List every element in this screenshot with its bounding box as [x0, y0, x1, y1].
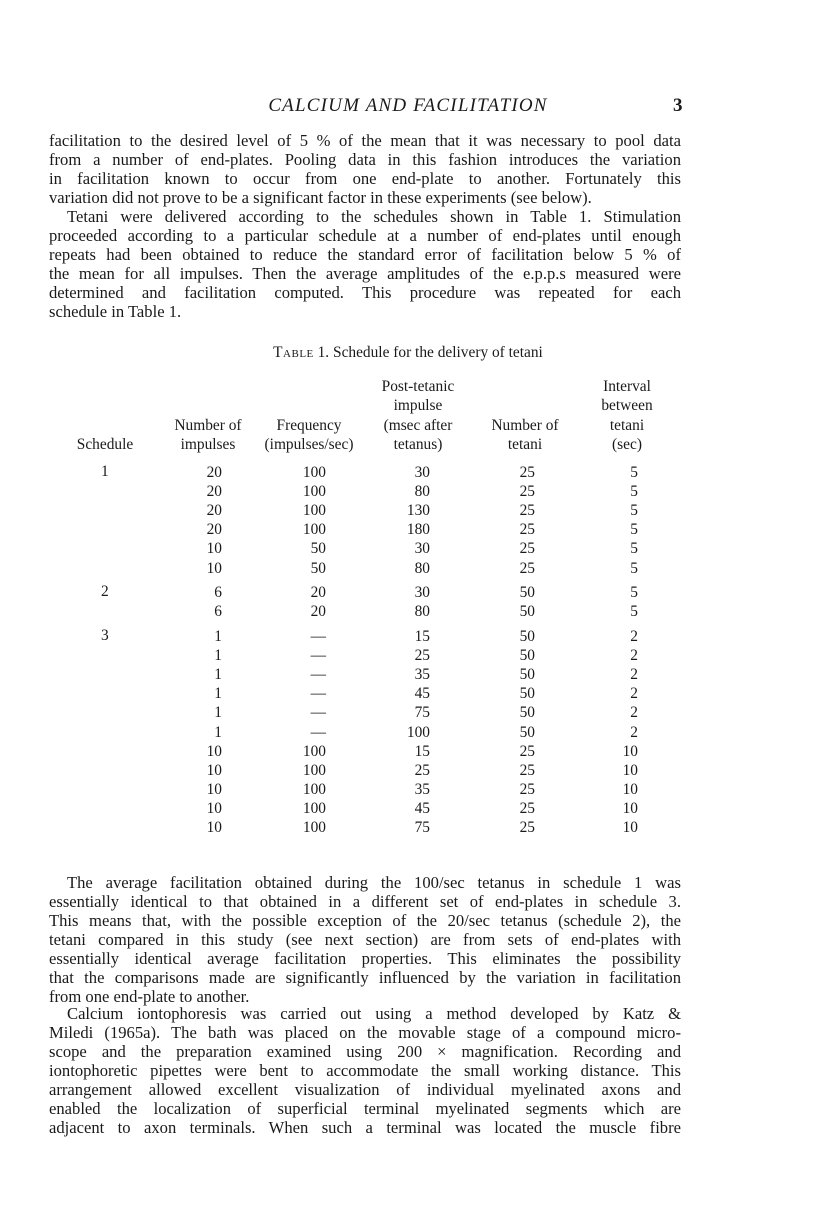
text-line: enabled the localization of superficial terminal myelinated segments which are	[49, 1099, 681, 1118]
cell-tetani: 25	[519, 819, 535, 836]
cell-frequency: 100	[302, 521, 326, 539]
header-interval: between	[601, 397, 653, 415]
cell-post-tetanic: 25	[414, 761, 430, 779]
schedule-number: 1	[101, 463, 109, 480]
text-line: The average facilitation obtained during the 100/sec tetanus in schedule 1 was	[67, 873, 681, 892]
schedule-number: 2	[101, 583, 109, 600]
cell-frequency: —	[310, 723, 326, 741]
cell-post-tetanic: 15	[414, 742, 430, 760]
text-line: from one end-plate to another.	[49, 987, 250, 1006]
cell-tetani: 25	[519, 559, 535, 577]
cell-frequency: —	[310, 704, 326, 722]
text-line: schedule in Table 1.	[49, 302, 182, 321]
text-line: adjacent to axon terminals. When such a terminal was located the muscle fibre	[49, 1118, 681, 1137]
cell-tetani: 50	[519, 603, 535, 621]
cell-impulses: 1	[214, 628, 222, 645]
cell-interval: 2	[630, 647, 638, 665]
cell-impulses: 10	[206, 761, 222, 779]
cell-frequency: 100	[302, 761, 326, 779]
cell-tetani: 25	[519, 540, 535, 558]
cell-frequency: —	[310, 647, 326, 665]
header-frequency: Frequency	[276, 416, 342, 434]
text-line: Miledi (1965a). The bath was placed on the movable stage of a compound micro-	[49, 1023, 681, 1042]
cell-tetani: 25	[519, 483, 535, 501]
cell-impulses: 20	[206, 483, 222, 501]
cell-post-tetanic: 30	[414, 584, 430, 601]
cell-tetani: 50	[519, 723, 535, 741]
cell-tetani: 50	[519, 584, 535, 601]
cell-tetani: 25	[519, 742, 535, 760]
table-caption	[0, 344, 816, 362]
header-post-tetanic-impulse: (msec after	[383, 416, 453, 434]
header-interval: tetani	[609, 416, 645, 434]
cell-post-tetanic: 80	[414, 559, 430, 577]
cell-impulses: 1	[214, 647, 222, 665]
cell-interval: 10	[622, 761, 638, 779]
cell-tetani: 25	[519, 464, 535, 481]
text-line: iontophoretic pipettes were bent to accommodate the small working distance. This	[49, 1061, 681, 1080]
cell-post-tetanic: 35	[414, 666, 430, 684]
cell-impulses: 1	[214, 666, 222, 684]
cell-impulses: 20	[206, 464, 222, 481]
header-post-tetanic-impulse: impulse	[393, 397, 443, 415]
paragraph-facilitation	[49, 873, 681, 1006]
cell-impulses: 1	[214, 723, 222, 741]
cell-post-tetanic: 45	[414, 685, 430, 703]
cell-frequency: 100	[302, 464, 326, 481]
text-line: arrangement allowed excellent visualization of individual myelinated axons and	[49, 1080, 681, 1099]
cell-impulses: 10	[206, 780, 222, 798]
cell-post-tetanic: 75	[414, 704, 430, 722]
cell-post-tetanic: 100	[406, 723, 430, 741]
table-caption-label: Table	[273, 344, 314, 361]
cell-post-tetanic: 80	[414, 483, 430, 501]
cell-impulses: 10	[206, 819, 222, 836]
cell-post-tetanic: 30	[414, 540, 430, 558]
header-schedule: Schedule	[76, 435, 134, 453]
cell-frequency: 20	[310, 584, 326, 601]
cell-frequency: 100	[302, 799, 326, 817]
cell-interval: 10	[622, 780, 638, 798]
cell-interval: 2	[630, 666, 638, 684]
schedule-number: 3	[101, 627, 109, 644]
cell-tetani: 25	[519, 502, 535, 520]
header-number-of-impulses: impulses	[180, 435, 236, 453]
cell-post-tetanic: 30	[414, 464, 430, 481]
cell-frequency: 100	[302, 742, 326, 760]
cell-impulses: 1	[214, 704, 222, 722]
cell-interval: 5	[630, 502, 638, 520]
cell-interval: 5	[630, 584, 638, 601]
cell-interval: 5	[630, 559, 638, 577]
cell-impulses: 10	[206, 799, 222, 817]
cell-interval: 5	[630, 603, 638, 621]
text-line: determined and facilitation computed. This procedure was repeated for each	[49, 283, 681, 302]
paragraph-iontophoresis	[49, 1004, 681, 1137]
cell-post-tetanic: 130	[406, 502, 430, 520]
paragraph-intro	[49, 131, 681, 321]
text-line: variation did not prove to be a significant factor in these experiments (see below).	[49, 188, 592, 207]
text-line: repeats had been obtained to reduce the standard error of facilitation below 5 % of	[49, 245, 681, 264]
text-line: This means that, with the possible exception of the 20/sec tetanus (schedule 2), the	[49, 911, 681, 930]
cell-impulses: 10	[206, 540, 222, 558]
cell-impulses: 6	[214, 603, 222, 621]
cell-tetani: 25	[519, 780, 535, 798]
cell-frequency: 50	[310, 540, 326, 558]
table-caption-text: 1. Schedule for the delivery of tetani	[313, 344, 543, 361]
text-line: essentially identical average facilitation properties. This eliminates the possibility	[49, 949, 681, 968]
page-number: 3	[673, 95, 683, 116]
text-line: Calcium iontophoresis was carried out using a method developed by Katz &	[67, 1004, 681, 1023]
cell-impulses: 20	[206, 521, 222, 539]
cell-tetani: 25	[519, 521, 535, 539]
text-line: Tetani were delivered according to the schedules shown in Table 1. Stimulation	[67, 207, 681, 226]
text-line: facilitation to the desired level of 5 % of the mean that it was necessary to pool data	[49, 131, 681, 150]
header-frequency: (impulses/sec)	[264, 435, 354, 453]
cell-tetani: 50	[519, 647, 535, 665]
cell-tetani: 25	[519, 761, 535, 779]
cell-interval: 2	[630, 723, 638, 741]
header-post-tetanic-impulse: tetanus)	[393, 435, 443, 453]
cell-post-tetanic: 15	[414, 628, 430, 645]
cell-interval: 10	[622, 742, 638, 760]
cell-impulses: 6	[214, 584, 222, 601]
cell-interval: 5	[630, 483, 638, 501]
text-line: that the comparisons made are significantly influenced by the variation in facilitation	[49, 968, 681, 987]
cell-interval: 5	[630, 521, 638, 539]
header-number-of-tetani: tetani	[507, 435, 543, 453]
text-line: tetani compared in this study (see next section) are from sets of end-plates with	[49, 930, 681, 949]
cell-post-tetanic: 45	[414, 799, 430, 817]
header-number-of-impulses: Number of	[174, 416, 242, 434]
cell-impulses: 1	[214, 685, 222, 703]
cell-tetani: 50	[519, 666, 535, 684]
running-head	[0, 93, 816, 121]
cell-interval: 5	[630, 464, 638, 481]
cell-interval: 2	[630, 704, 638, 722]
text-line: the mean for all impulses. Then the average amplitudes of the e.p.p.s measured were	[49, 264, 681, 283]
cell-frequency: —	[310, 628, 326, 645]
cell-post-tetanic: 180	[406, 521, 430, 539]
cell-interval: 2	[630, 628, 638, 645]
cell-frequency: 100	[302, 502, 326, 520]
cell-frequency: 20	[310, 603, 326, 621]
cell-post-tetanic: 80	[414, 603, 430, 621]
text-line: scope and the preparation examined using 200 × magnification. Recording and	[49, 1042, 681, 1061]
running-title: CALCIUM AND FACILITATION	[268, 95, 548, 116]
cell-impulses: 10	[206, 742, 222, 760]
cell-frequency: —	[310, 666, 326, 684]
text-line: essentially identical to that obtained in a different set of end-plates in schedule 3.	[49, 892, 681, 911]
text-line: proceeded according to a particular schedule at a number of end-plates until enough	[49, 226, 681, 245]
text-line: from a number of end-plates. Pooling data in this fashion introduces the variation	[49, 150, 681, 169]
cell-interval: 2	[630, 685, 638, 703]
cell-post-tetanic: 35	[414, 780, 430, 798]
cell-tetani: 50	[519, 704, 535, 722]
cell-impulses: 20	[206, 502, 222, 520]
header-interval: (sec)	[612, 435, 642, 453]
cell-frequency: 100	[302, 780, 326, 798]
cell-interval: 10	[622, 799, 638, 817]
cell-post-tetanic: 25	[414, 647, 430, 665]
cell-frequency: 100	[302, 483, 326, 501]
header-interval: Interval	[603, 378, 651, 395]
cell-interval: 5	[630, 540, 638, 558]
cell-interval: 10	[622, 819, 638, 836]
text-line: in facilitation known to occur from one end-plate to another. Fortunately this	[49, 169, 681, 188]
cell-post-tetanic: 75	[414, 819, 430, 836]
cell-frequency: 50	[310, 559, 326, 577]
cell-impulses: 10	[206, 559, 222, 577]
cell-tetani: 25	[519, 799, 535, 817]
header-post-tetanic-impulse: Post-tetanic	[381, 378, 455, 395]
cell-tetani: 50	[519, 628, 535, 645]
header-number-of-tetani: Number of	[491, 416, 559, 434]
cell-frequency: —	[310, 685, 326, 703]
cell-tetani: 50	[519, 685, 535, 703]
cell-frequency: 100	[302, 819, 326, 836]
